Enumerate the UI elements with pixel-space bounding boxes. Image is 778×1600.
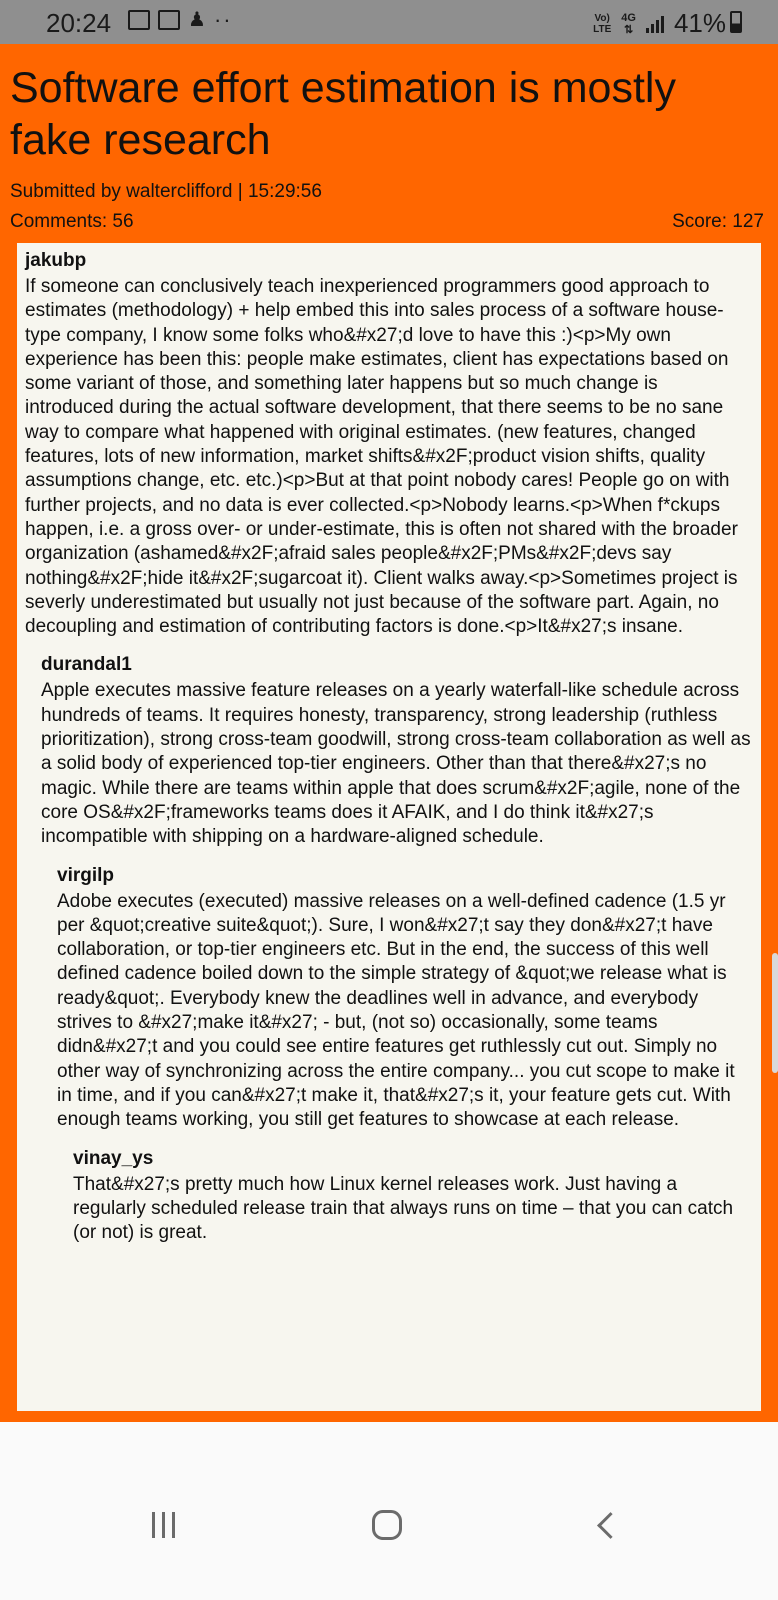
comment-text: Adobe executes (executed) massive releases on a well-defined cadence (1.5 yr per &quot;creative suite&quot;). Sure, I won&#x27;t say they don&#x27;t have collaboration, or top-tier engineers etc. But in the end, the success of this well defined cadence boiled down to the simple strategy of &quot;we release what is ready&quot;. Everybody knew the deadlines well in advance, and everybody strives to &#x27;make it&#x27; - but, (not so) occasionally, some teams didn&#x27;t and you could see entire features get ruthlessly cut out. Simply no other way of synchronizing across the entire company... you cut scope to make it in time, and if you can&#x27;t make it, that&#x27;s it, your feature gets cut. With enough teams working, you still get features to showcase at each release. — [57, 890, 735, 1131]
story-title[interactable]: Software effort estimation is mostly fake research — [10, 64, 676, 164]
status-indicators — [593, 8, 726, 39]
more-notifications-icon: ·· — [213, 7, 233, 32]
volte-icon — [593, 13, 611, 35]
battery-icon — [730, 11, 742, 33]
status-bar — [0, 0, 778, 44]
comment-author[interactable]: vinay_ys — [73, 1147, 154, 1169]
signal-icon — [646, 15, 664, 33]
comment-author[interactable]: virgilp — [57, 864, 115, 886]
comment-author[interactable]: durandal1 — [41, 654, 132, 676]
comment-reply — [25, 1147, 751, 1246]
comment-text: If someone can conclusively teach inexperienced programmers good approach to estimates (methodology) + help embed this into sales process of a software house-type company, I know some folks who&#x27;d love to have this :)<p>My own experience has been this: people make estimates, client has expectations based on some variant of those, and something later happens but so much change is introduced during the actual software development, that there seems to be no sane way to compare what happened with original estimates. (new features, changed features, lots of new information, market shifts&#x2F;product vision shifts, quality assumptions change, etc. etc.)<p>But at that point nobody cares! People go on with further projects, and no data is ever collected.<p>Nobody learns.<p>When f*ckups happen, i.e. a gross over- or under-estimate, this is often not shared with the broader organization (ashamed&#x2F;afraid sales people&#x2F;PMs&#x2F;devs say nothing&#x2F;hide it&#x2F;sugarcoat it). Client walks away.<p>Sometimes project is severly underestimated but usually not just because of the software part. Again, no decoupling and estimation of contributing factors is done.<p>It&#x27;s insane. — [25, 276, 738, 638]
notification-icons — [128, 7, 233, 32]
comment-count[interactable]: Comments: 56 — [10, 211, 134, 232]
data-arrows-icon: ⇅ — [624, 23, 634, 36]
comment-text: That&#x27;s pretty much how Linux kernel releases work. Just having a regularly scheduled release train that always runs on time – that you can catch (or not) is great. — [73, 1173, 734, 1244]
comments-panel[interactable] — [17, 243, 761, 1411]
recent-apps-icon[interactable] — [152, 1512, 175, 1538]
comment-reply — [25, 864, 751, 1133]
story-submitted: Submitted by walterclifford | 15:29:56 — [10, 181, 322, 202]
network-type-icon — [621, 12, 636, 36]
status-time: 20:24 — [46, 8, 112, 38]
person-icon: ♟ — [188, 9, 206, 31]
image-icon — [128, 10, 150, 30]
volte-label: Vo) — [594, 12, 610, 24]
story-score: Score: 127 — [672, 211, 764, 232]
comment — [25, 249, 751, 639]
lte-label: LTE — [593, 23, 612, 35]
calendar-icon — [158, 10, 180, 30]
home-icon[interactable] — [372, 1510, 402, 1540]
battery-percent: 41% — [673, 8, 726, 38]
comment-text: Apple executes massive feature releases on a yearly waterfall-like schedule across hundreds of teams. It requires honesty, transparency, strong leadership (ruthless prioritization), strong cross-team goodwill, strong cross-team collaboration as well as a solid body of experienced top-tier engineers. Other than that there&#x27;s no magic. While there are teams within apple that does scrum&#x2F;agile, none of the core OS&#x2F;frameworks teams does it AFAIK, and I do think it&#x27;s incompatible with shipping on a hardware-aligned schedule. — [41, 680, 751, 848]
comment-author[interactable]: jakubp — [25, 250, 87, 271]
comment-reply — [25, 653, 751, 849]
network-type-label: 4G — [621, 11, 636, 24]
scrollbar[interactable] — [772, 953, 778, 1073]
